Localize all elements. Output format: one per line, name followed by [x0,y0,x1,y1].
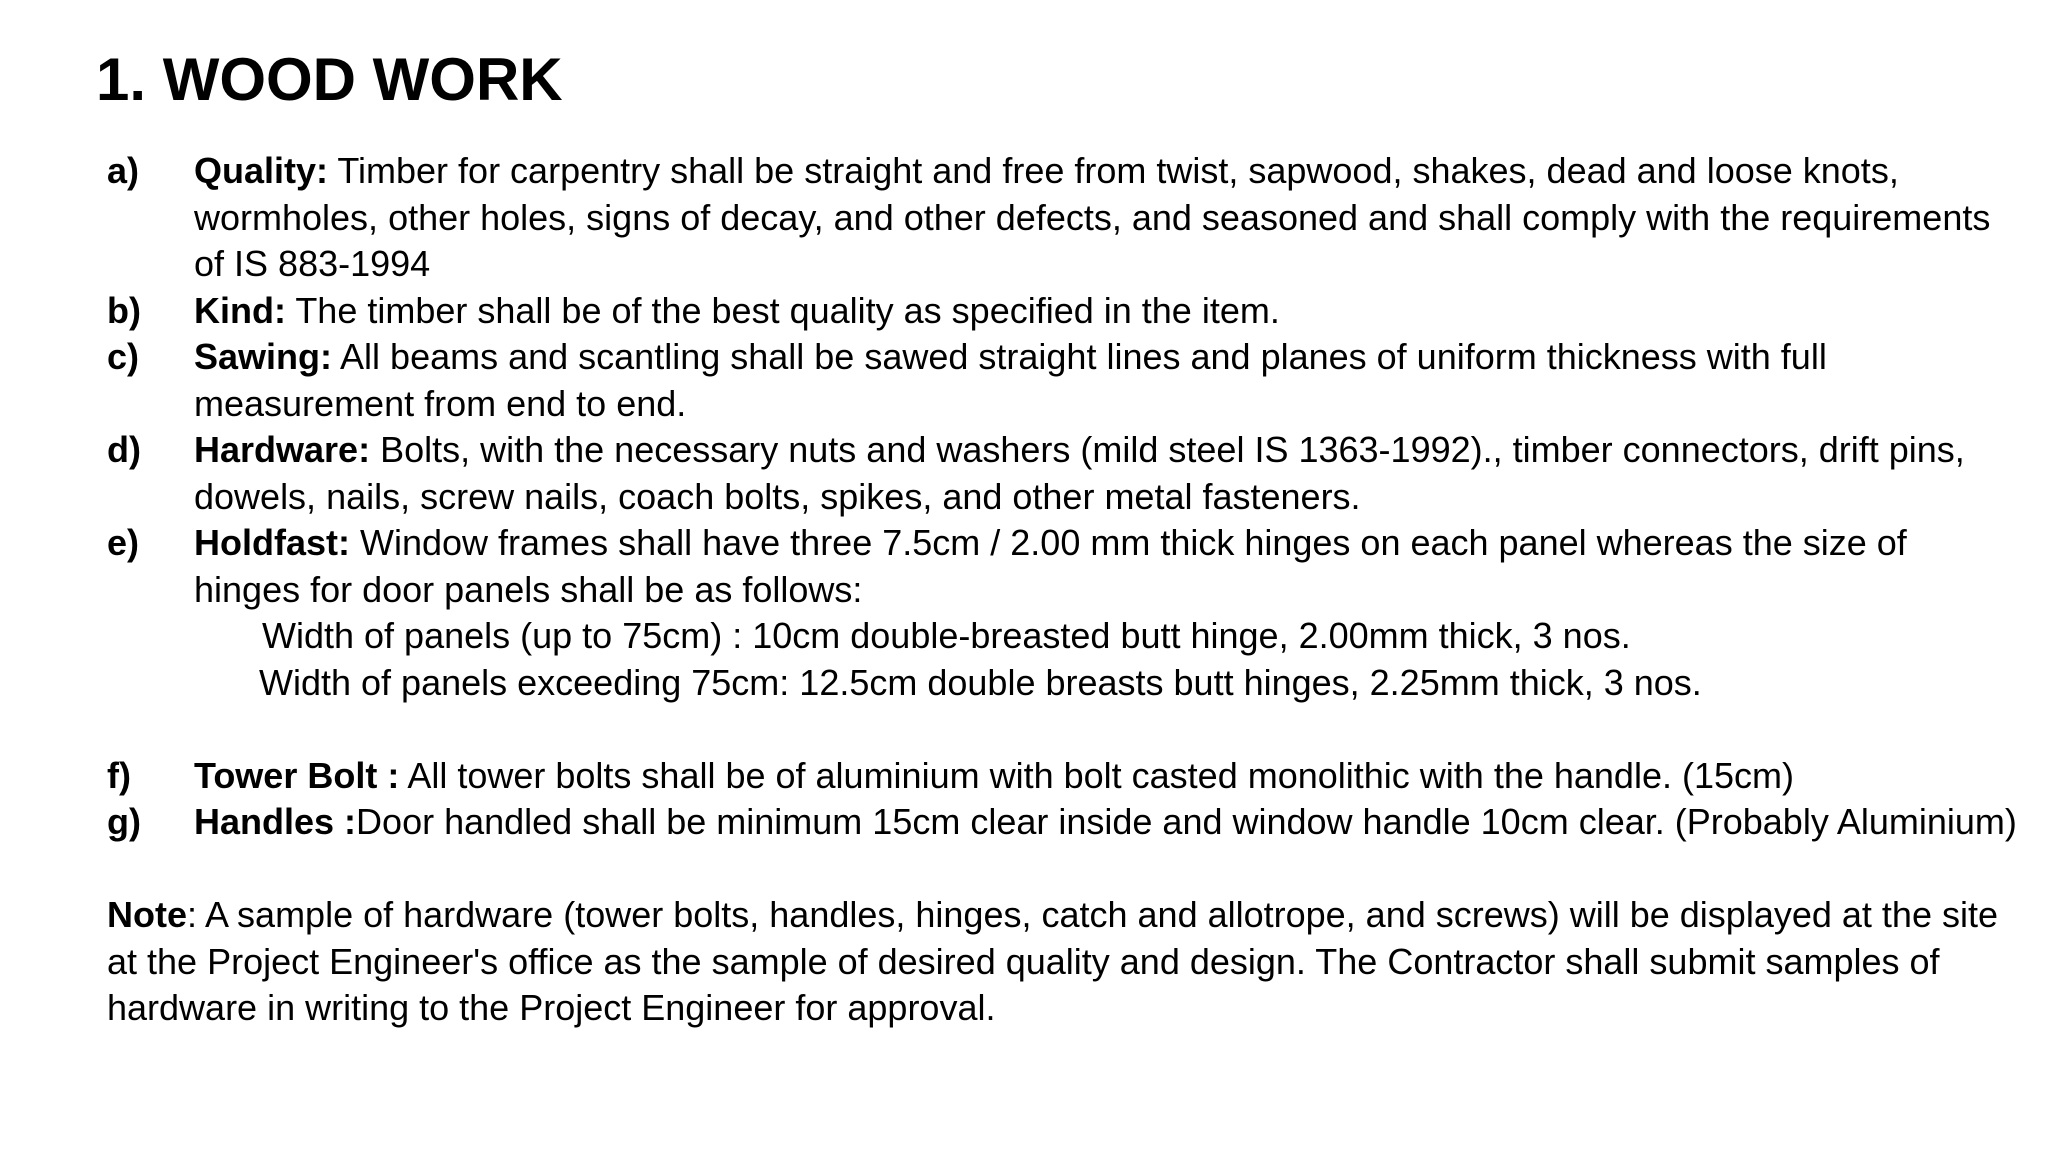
spacer [107,846,2017,893]
item-marker: e) [107,522,140,563]
item-label: Handles : [194,801,357,842]
section-title: 1. WOOD WORK [96,46,563,113]
item-marker: f) [107,754,131,796]
list-item-tower-bolt [107,753,2017,800]
specification-list [107,148,2017,1032]
item-body [194,334,2017,427]
list-item-kind [107,288,2017,335]
item-label: Sawing: [194,336,333,377]
spacer [107,706,2017,753]
hinge-spec-line: Width of panels exceeding 75cm: 12.5cm double breasts butt hinges, 2.25mm thick, 3 nos. [259,661,1702,703]
note-label: Note [107,894,187,935]
item-body [194,520,2017,706]
note-text: : A sample of hardware (tower bolts, handles, hinges, catch and allotrope, and screws) will be displayed at the site at the Project Engineer's office as the sample of desired quality and design. The Contractor shall submit samples of hardware in writing to the Project Engineer for approval. [107,894,1998,1028]
item-text: Door handled shall be minimum 15cm clear inside and window handle 10cm clear. (Probably Aluminium) [356,801,2017,842]
item-marker: g) [107,801,141,842]
item-text: All beams and scantling shall be sawed straight lines and planes of uniform thickness with full measurement from end to end. [194,336,1827,424]
item-label: Hardware: [194,429,371,470]
item-body [194,148,2017,288]
item-body [194,753,2017,800]
list-item-hardware [107,427,2017,520]
list-item-quality [107,148,2017,288]
item-body [194,427,2017,520]
note-paragraph [107,892,2017,1032]
item-label: Tower Bolt : [194,754,400,796]
hinge-spec-line: Width of panels (up to 75cm) : 10cm double-breasted butt hinge, 2.00mm thick, 3 nos. [262,615,1631,656]
item-body [194,799,2017,846]
item-text: All tower bolts shall be of aluminium with bolt casted monolithic with the handle. (15cm) [399,754,1794,796]
list-item-sawing [107,334,2017,427]
item-label: Quality: [194,150,329,191]
item-text: The timber shall be of the best quality as specified in the item. [285,289,1280,331]
item-marker: b) [107,289,141,331]
list-item-handles [107,799,2017,846]
item-marker: d) [107,429,141,470]
item-body [194,288,2017,335]
item-marker: a) [107,150,140,191]
item-text: Window frames shall have three 7.5cm / 2.00 mm thick hinges on each panel whereas the size of hinges for door panels shall be as follows: [194,522,1907,610]
item-text: Timber for carpentry shall be straight and free from twist, sapwood, shakes, dead and loose knots, wormholes, other holes, signs of decay, and other defects, and seasoned and shall comply with the requirements of IS 883-1994 [194,150,1991,284]
item-text: Bolts, with the necessary nuts and washers (mild steel IS 1363-1992)., timber connectors, drift pins, dowels, nails, screw nails, coach bolts, spikes, and other metal fasteners. [194,429,1965,517]
item-label: Kind: [194,289,286,331]
list-item-holdfast [107,520,2017,706]
item-label: Holdfast: [194,522,350,563]
item-marker: c) [107,336,140,377]
